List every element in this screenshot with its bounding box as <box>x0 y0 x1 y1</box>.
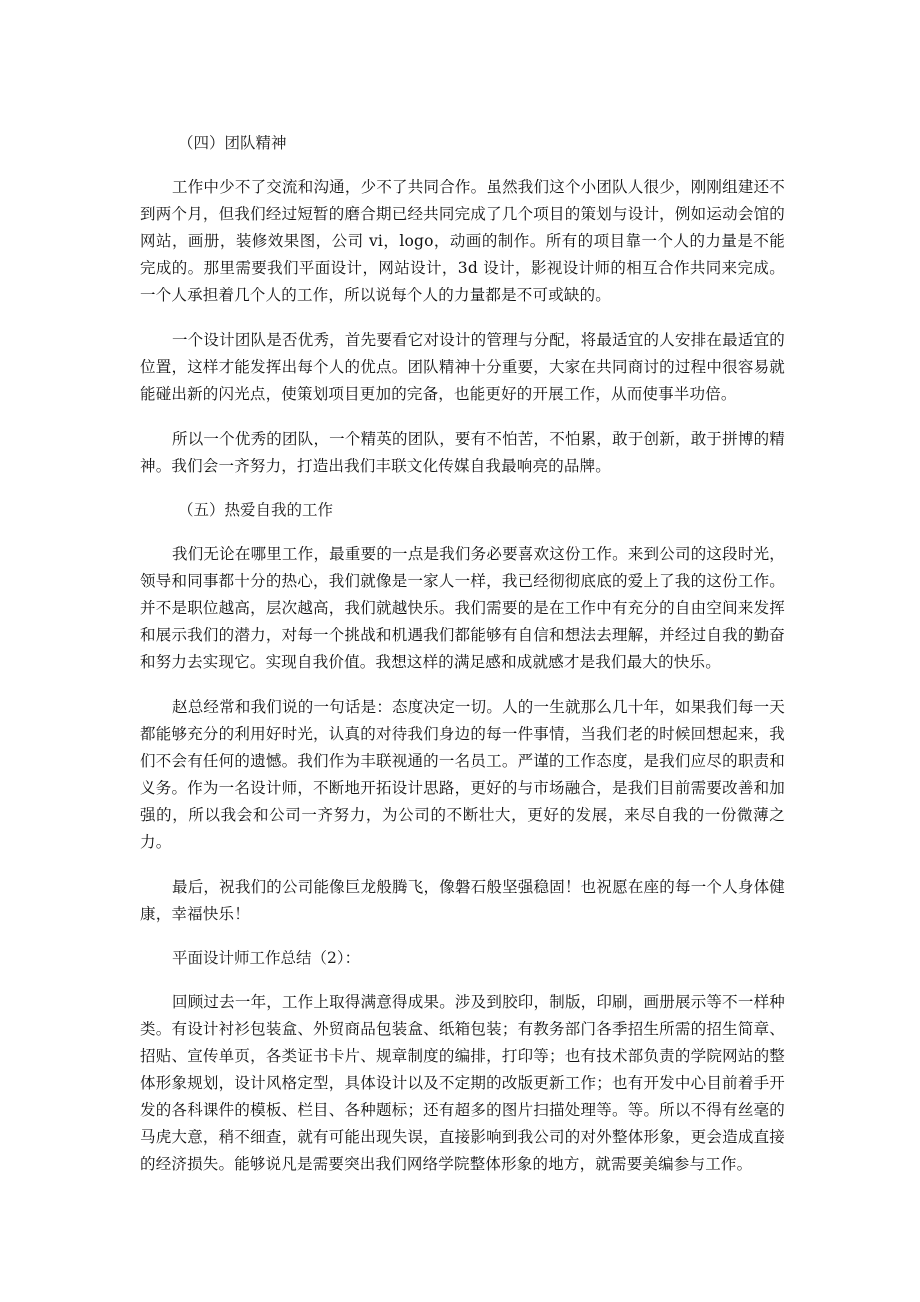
paragraph-review-year: 回顾过去一年，工作上取得满意得成果。涉及到胶印，制版，印刷，画册展示等不一样种类。有设计衬衫包装盒、外贸商品包装盒、纸箱包装；有教务部门各季招生所需的招生简章、招贴、宣传单页，各类证书卡片、规章制度的编排，打印等；也有技术部负责的学院网站的整体形象规划，设计风格定型，具体设计以及不定期的改版更新工作；也有开发中心目前着手开发的各科课件的模板、栏目、各种题标；还有超多的图片扫描处理等。等。所以不得有丝毫的马虎大意，稍不细查，就有可能出现失误，直接影响到我公司的对外整体形象，更会造成直接的经济损失。能够说凡是需要突出我们网络学院整体形象的地方，就需要美编参与工作。 <box>140 993 785 1173</box>
section-heading-love-work: （五）热爱自我的工作 <box>178 501 334 519</box>
paragraph-design-team: 一个设计团队是否优秀，首先要看它对设计的管理与分配，将最适宜的人安排在最适宜的位置，这样才能发挥出每个人的优点。团队精神十分重要，大家在共同商讨的过程中很容易就能碰出新的闪光点，使策划项目更加的完备，也能更好的开展工作，从而使事半功倍。 <box>140 331 785 403</box>
section-heading-team-spirit: （四）团队精神 <box>178 134 287 152</box>
document-page <box>140 130 785 1178</box>
paragraph-closing-wishes: 最后，祝我们的公司能像巨龙般腾飞，像磐石般坚强稳固！也祝愿在座的每一个人身体健康，幸福快乐！ <box>140 878 785 923</box>
paragraph-excellent-team: 所以一个优秀的团队，一个精英的团队，要有不怕苦，不怕累，敢于创新，敢于拼博的精神。我们会一齐努力，打造出我们丰联文化传媒自我最响亮的品牌。 <box>140 430 785 475</box>
paragraph-love-job: 我们无论在哪里工作，最重要的一点是我们务必要喜欢这份工作。来到公司的这段时光，领导和同事都十分的热心，我们就像是一家人一样，我已经彻彻底底的爱上了我的这份工作。并不是职位越高，层次越高，我们就越快乐。我们需要的是在工作中有充分的自由空间来发挥和展示我们的潜力，对每一个挑战和机遇我们都能够有自信和想法去理解，并经过自我的勤奋和努力去实现它。实现自我价值。我想这样的满足感和成就感才是我们最大的快乐。 <box>140 545 785 671</box>
paragraph-attitude: 赵总经常和我们说的一句话是：态度决定一切。人的一生就那么几十年，如果我们每一天都能够充分的利用好时光，认真的对待我们身边的每一件事情，当我们老的时候回想起来，我们不会有任何的遗憾。我们作为丰联视通的一名员工。严谨的工作态度，是我们应尽的职责和义务。作为一名设计师，不断地开拓设计思路，更好的与市场融合，是我们目前需要改善和加强的，所以我会和公司一齐努力，为公司的不断壮大，更好的发展，来尽自我的一份微薄之力。 <box>140 698 785 851</box>
paragraph-communication: 工作中少不了交流和沟通，少不了共同合作。虽然我们这个小团队人很少，刚刚组建还不到两个月，但我们经过短暂的磨合期已经共同完成了几个项目的策划与设计，例如运动会馆的网站，画册，装修效果图，公司 vi，logo，动画的制作。所有的项目靠一个人的力量是不能完成的。那里需要我们平面设计，网站设计，3d 设计，影视设计师的相互合作共同来完成。一个人承担着几个人的工作，所以说每个人的力量都是不可或缺的。 <box>140 178 785 304</box>
summary-2-title: 平面设计师工作总结（2）： <box>172 949 361 967</box>
